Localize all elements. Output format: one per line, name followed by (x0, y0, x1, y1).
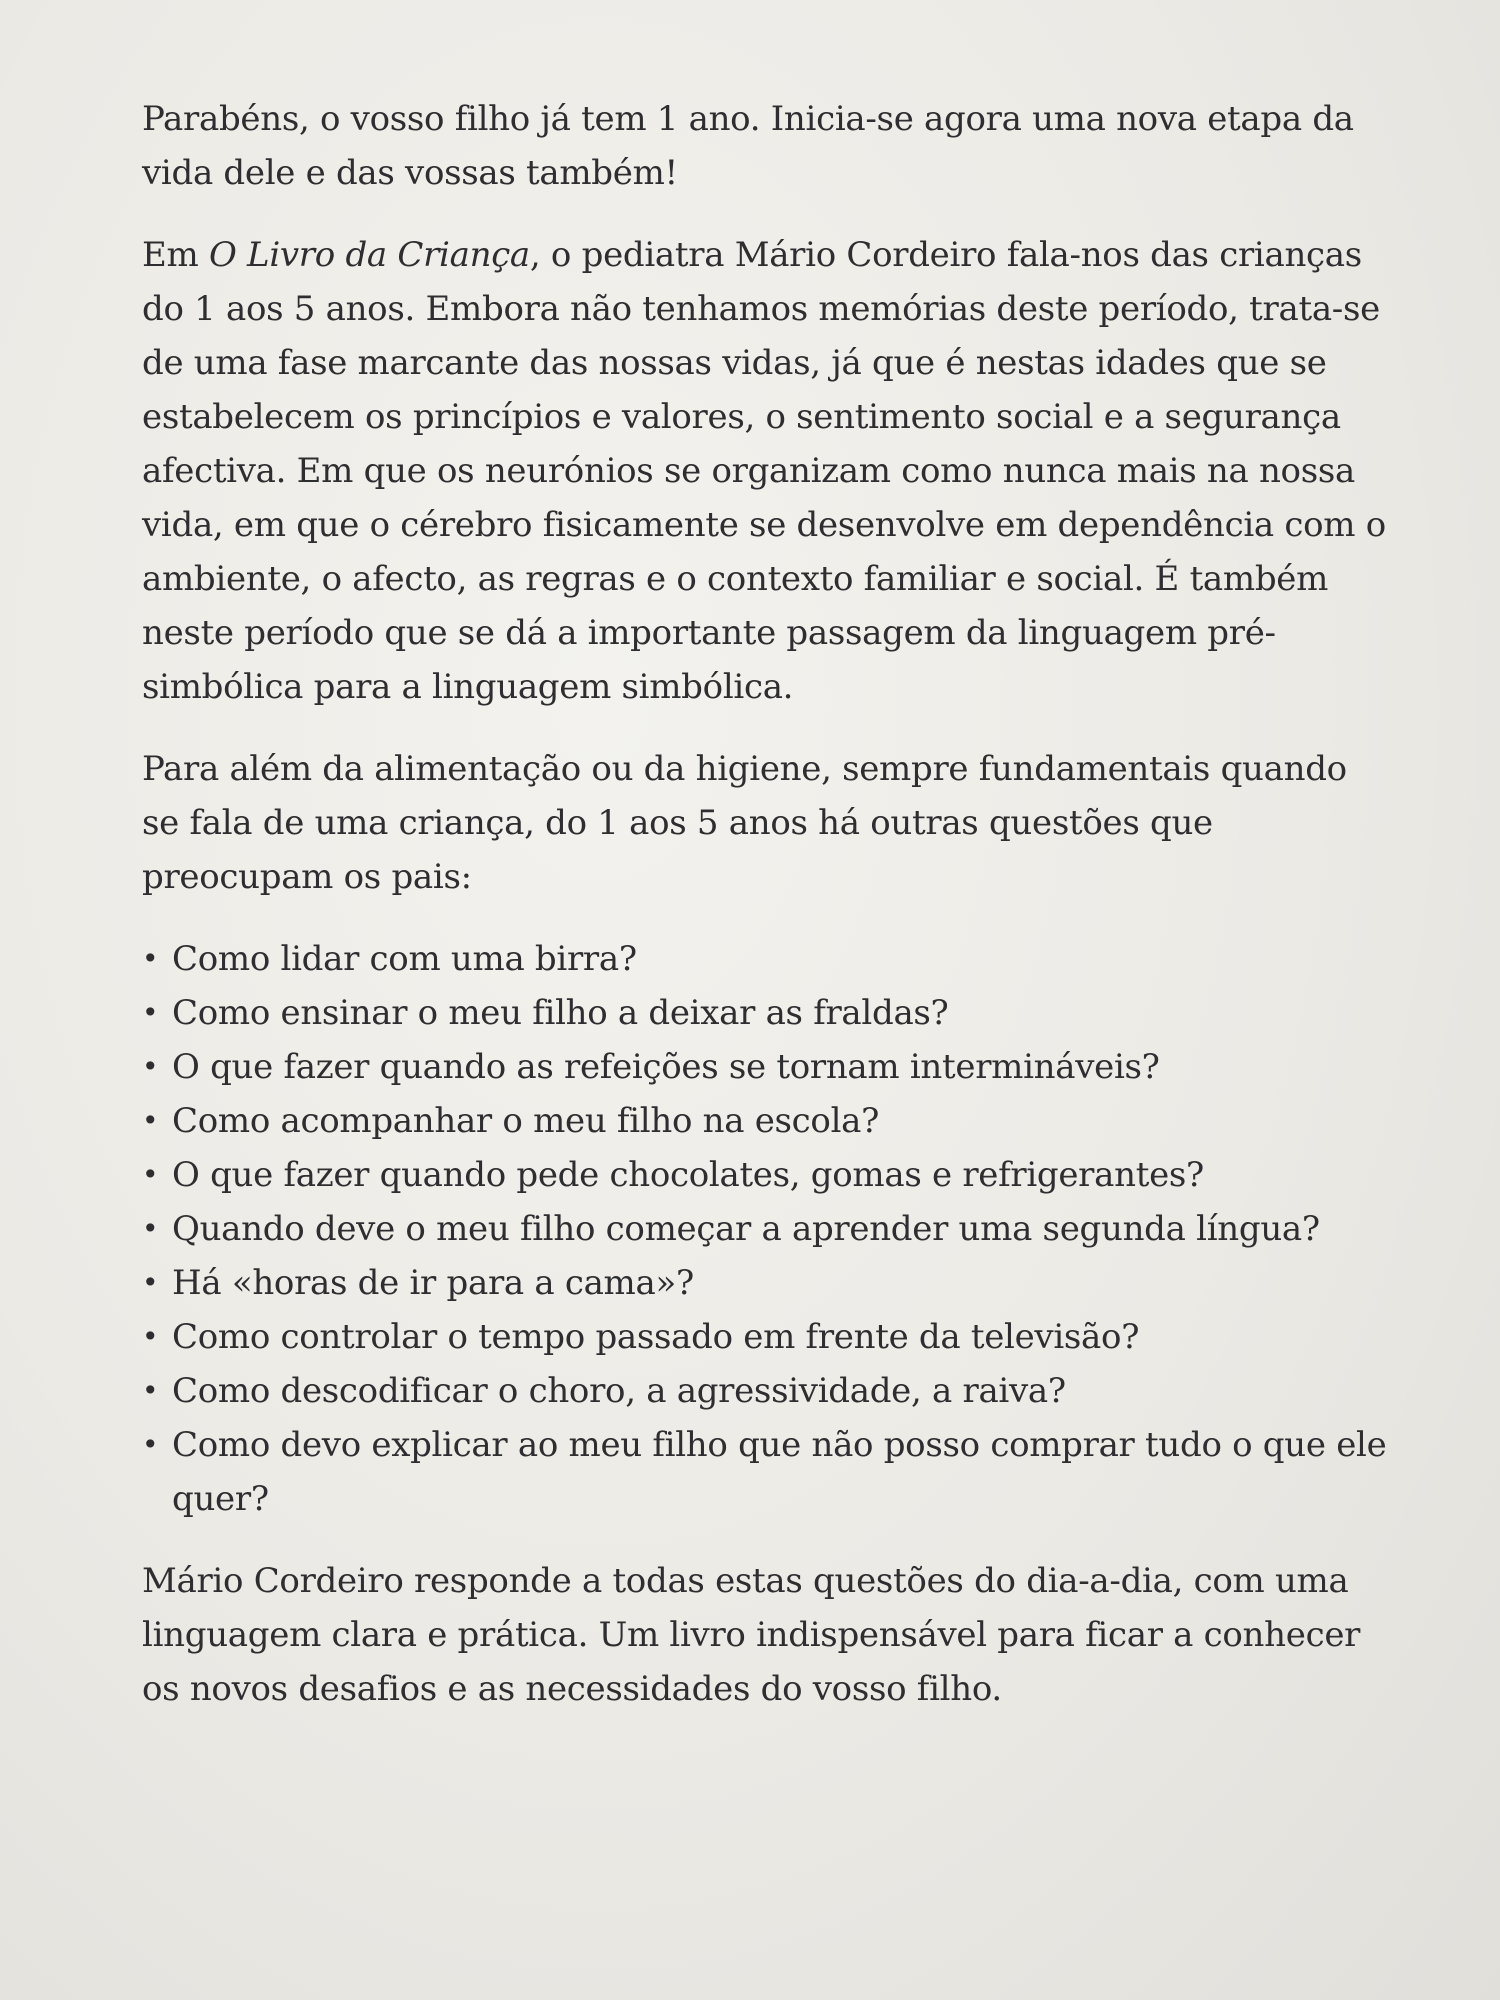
concerns-intro-paragraph: Para além da alimentação ou da higiene, sempre fundamentais quando se fala de uma criança, do 1 aos 5 anos há outras questões que preocupam os pais: (142, 749, 1347, 897)
questions-list (142, 932, 1390, 1526)
question-text: Como devo explicar ao meu filho que não posso comprar tudo o que ele quer? (172, 1425, 1387, 1519)
list-item (142, 1202, 1390, 1256)
bullet-icon: • (142, 1266, 159, 1299)
book-title: O Livro da Criança (208, 235, 530, 275)
intro-paragraph: Parabéns, o vosso filho já tem 1 ano. Inicia-se agora uma nova etapa da vida dele e das vossas também! (142, 99, 1354, 193)
list-item (142, 1364, 1390, 1418)
bullet-icon: • (142, 1320, 159, 1353)
closing-paragraph: Mário Cordeiro responde a todas estas questões do dia-a-dia, com uma linguagem clara e prática. Um livro indispensável para ficar a conhecer os novos desafios e as necessidades do vosso filho. (142, 1561, 1361, 1709)
bullet-icon: • (142, 996, 159, 1029)
question-text: Como lidar com uma birra? (172, 939, 637, 979)
question-text: Há «horas de ir para a cama»? (172, 1263, 694, 1303)
list-item (142, 1256, 1390, 1310)
bullet-icon: • (142, 1104, 159, 1137)
question-text: Como acompanhar o meu filho na escola? (172, 1101, 880, 1141)
description-paragraph (142, 228, 1390, 714)
list-item (142, 1310, 1390, 1364)
question-text: O que fazer quando pede chocolates, gomas e refrigerantes? (172, 1155, 1204, 1195)
list-item (142, 1040, 1390, 1094)
bullet-icon: • (142, 942, 159, 975)
question-text: Como ensinar o meu filho a deixar as fraldas? (172, 993, 949, 1033)
description-body: , o pediatra Mário Cordeiro fala-nos das crianças do 1 aos 5 anos. Embora não tenhamos memórias deste período, trata-se de uma fase marcante das nossas vidas, já que é nestas idades que se estabelecem os princípios e valores, o sentimento social e a segurança afectiva. Em que os neurónios se organizam como nunca mais na nossa vida, em que o cérebro fisicamente se desenvolve em dependência com o ambiente, o afecto, as regras e o contexto familiar e social. É também neste período que se dá a importante passagem da linguagem pré-simbólica para a linguagem simbólica. (142, 235, 1386, 707)
bullet-icon: • (142, 1212, 159, 1245)
bullet-icon: • (142, 1050, 159, 1083)
bullet-icon: • (142, 1158, 159, 1191)
list-item (142, 986, 1390, 1040)
description-prefix: Em (142, 235, 209, 275)
list-item (142, 932, 1390, 986)
bullet-icon: • (142, 1428, 159, 1461)
list-item (142, 1094, 1390, 1148)
question-text: Como controlar o tempo passado em frente da televisão? (172, 1317, 1140, 1357)
question-text: Como descodificar o choro, a agressividade, a raiva? (172, 1371, 1066, 1411)
list-item (142, 1418, 1390, 1526)
question-text: Quando deve o meu filho começar a aprender uma segunda língua? (172, 1209, 1320, 1249)
question-text: O que fazer quando as refeições se tornam intermináveis? (172, 1047, 1160, 1087)
bullet-icon: • (142, 1374, 159, 1407)
list-item (142, 1148, 1390, 1202)
